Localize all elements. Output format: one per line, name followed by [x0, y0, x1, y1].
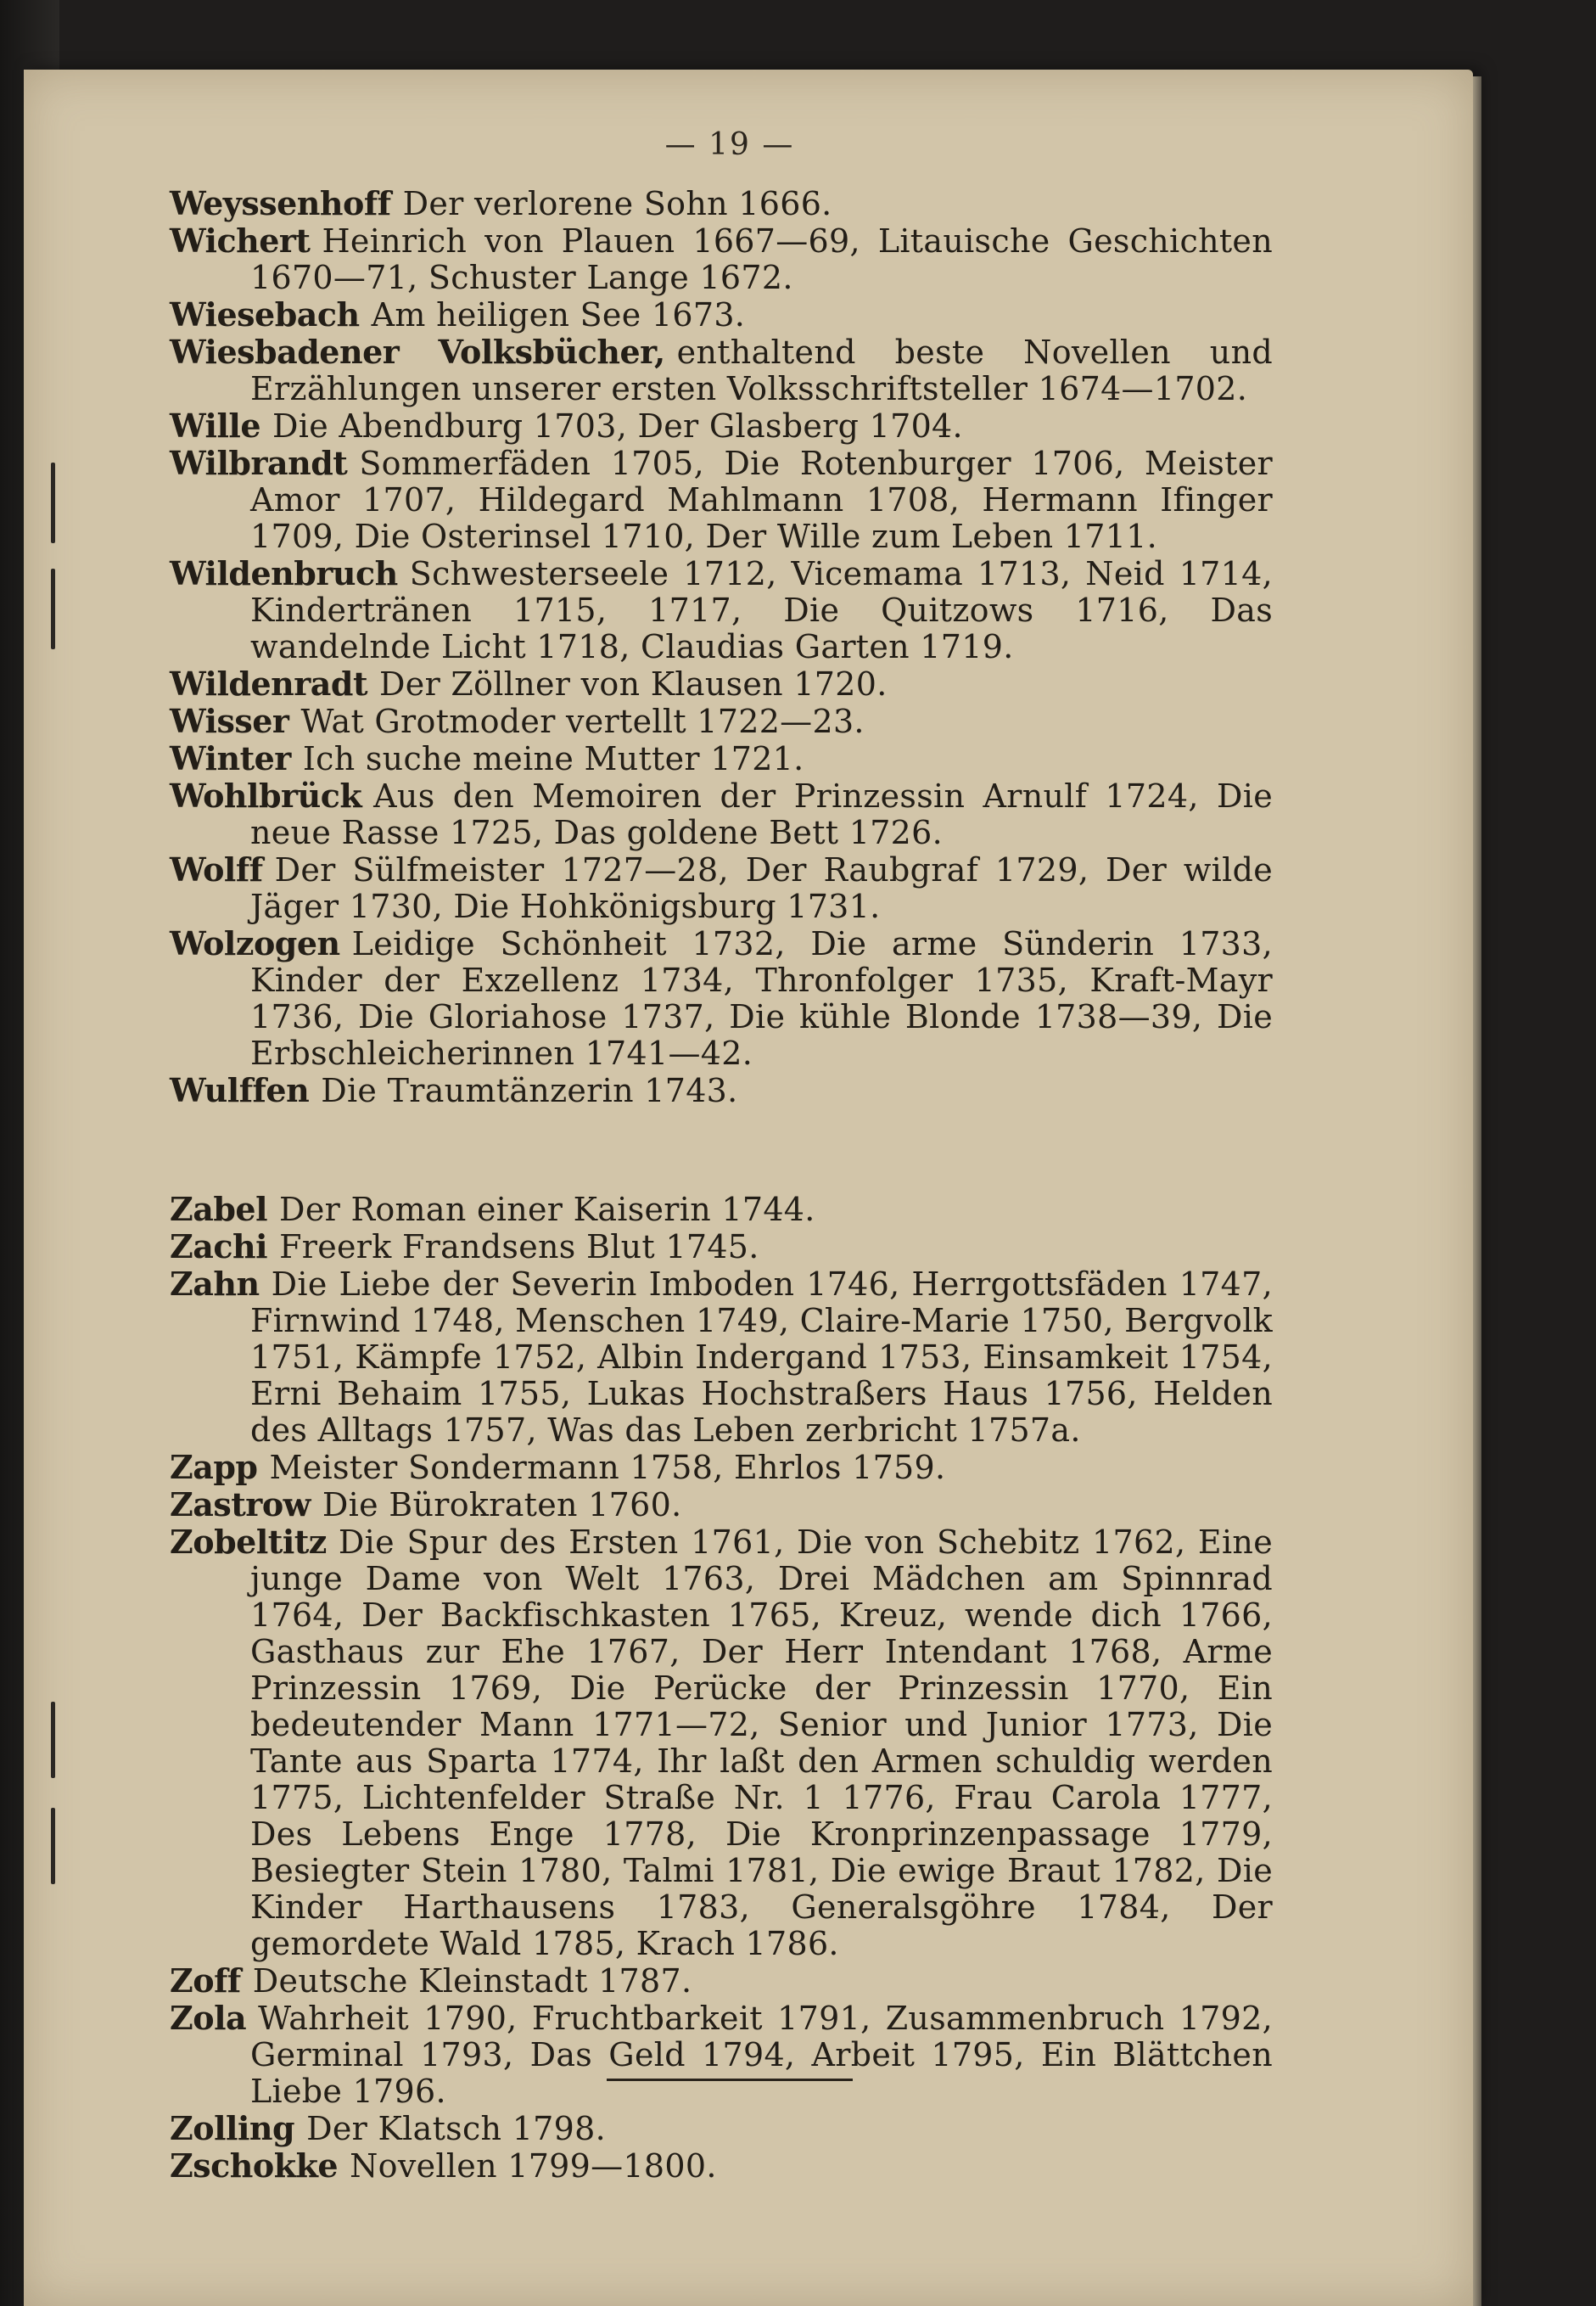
margin-mark: [51, 1808, 55, 1884]
works-list: Der verlorene Sohn 1666.: [402, 185, 832, 222]
works-list: Deutsche Kleinstadt 1787.: [252, 1962, 692, 2000]
works-list: Novellen 1799—1800.: [350, 2147, 717, 2185]
list-item: [170, 1265, 1273, 1449]
list-item: [170, 445, 1273, 555]
works-list: Der Sülfmeister 1727—28, Der Raubgraf 1729, Der wilde Jäger 1730, Die Hohkönigsburg 1731.: [250, 851, 1273, 925]
margin-mark: [51, 569, 55, 649]
works-list: Die Abendburg 1703, Der Glasberg 1704.: [272, 407, 963, 445]
author-name: Wohlbrück: [170, 777, 362, 815]
list-item: [170, 925, 1273, 1072]
author-name: Zola: [170, 1999, 247, 2037]
list-item: [170, 334, 1273, 407]
works-list: Meister Sondermann 1758, Ehrlos 1759.: [269, 1449, 946, 1486]
list-item: [170, 2147, 1273, 2185]
end-rule: [607, 2079, 853, 2081]
margin-mark: [51, 463, 55, 543]
works-list: Ich suche meine Mutter 1721.: [302, 740, 804, 777]
author-name: Wildenbruch: [170, 554, 398, 592]
page-number: — 19 —: [664, 127, 795, 162]
list-item: [170, 2000, 1273, 2110]
list-item: [170, 1449, 1273, 1486]
list-item: [170, 1228, 1273, 1265]
works-list: Der Klatsch 1798.: [306, 2110, 606, 2147]
list-item: [170, 665, 1273, 703]
author-name: Zapp: [170, 1448, 258, 1486]
works-list: Leidige Schönheit 1732, Die arme Sünderin 1733, Kinder der Exzellenz 1734, Thronfolger 1735, Kraft-Mayr 1736, Die Gloriahose 1737, Die kühle Blonde 1738—39, Die Erbschleicherinnen 1741—42.: [250, 925, 1273, 1072]
bibliography-list: [170, 185, 1273, 2185]
works-list: Die Spur des Ersten 1761, Die von Schebitz 1762, Eine junge Dame von Welt 1763, Drei Mädchen am Spinnrad 1764, Der Backfischkasten 1765, Kreuz, wende dich 1766, Gasthaus zur Ehe 1767, Der Herr Intendant 1768, Arme Prinzessin 1769, Die Perücke der Prinzessin 1770, Ein bedeutender Mann 1771—72, Senior und Junior 1773, Die Tante aus Sparta 1774, Ihr laßt den Armen schuldig werden 1775, Lichtenfelder Straße Nr. 1 1776, Frau Carola 1777, Des Lebens Enge 1778, Die Kronprinzenpassage 1779, Besiegter Stein 1780, Talmi 1781, Die ewige Braut 1782, Die Kinder Harthausens 1783, Generalsgöhre 1784, Der gemordete Wald 1785, Krach 1786.: [250, 1523, 1273, 1962]
list-item: [170, 185, 1273, 222]
list-item: [170, 777, 1273, 851]
author-name: Wolff: [170, 850, 263, 889]
works-list: Freerk Frandsens Blut 1745.: [279, 1228, 759, 1265]
works-list: Die Bürokraten 1760.: [322, 1486, 682, 1523]
list-item: [170, 296, 1273, 334]
works-list: Sommerfäden 1705, Die Rotenburger 1706, Meister Amor 1707, Hildegard Mahlmann 1708, Hermann Ifinger 1709, Die Osterinsel 1710, Der Wille zum Leben 1711.: [250, 445, 1273, 555]
author-name: Weyssenhoff: [170, 184, 391, 222]
author-name: Winter: [170, 739, 291, 777]
works-list: Die Liebe der Severin Imboden 1746, Herrgottsfäden 1747, Firnwind 1748, Menschen 1749, Claire-Marie 1750, Bergvolk 1751, Kämpfe 1752, Albin Indergand 1753, Einsamkeit 1754, Erni Behaim 1755, Lukas Hochstraßers Haus 1756, Helden des Alltags 1757, Was das Leben zerbricht 1757a.: [250, 1265, 1273, 1449]
author-name: Zschokke: [170, 2146, 339, 2185]
author-name: Wiesbadener Volksbücher,: [170, 333, 665, 371]
list-item: [170, 222, 1273, 296]
list-item: [170, 2110, 1273, 2147]
works-list: Der Zöllner von Klausen 1720.: [379, 665, 888, 703]
works-list: Heinrich von Plauen 1667—69, Litauische Geschichten 1670—71, Schuster Lange 1672.: [250, 222, 1273, 296]
author-name: Wichert: [170, 222, 311, 260]
list-item: [170, 407, 1273, 445]
entries-section-z: [170, 1191, 1273, 2185]
section-gap: [170, 1109, 1273, 1191]
margin-mark: [51, 1702, 55, 1778]
author-name: Wolzogen: [170, 924, 340, 962]
list-item: [170, 1191, 1273, 1228]
author-name: Zoff: [170, 1961, 241, 2000]
works-list: Die Traumtänzerin 1743.: [321, 1072, 738, 1109]
author-name: Wille: [170, 407, 260, 445]
author-name: Wisser: [170, 702, 289, 740]
author-name: Zolling: [170, 2109, 295, 2147]
list-item: [170, 1523, 1273, 1962]
author-name: Zachi: [170, 1227, 268, 1265]
list-item: [170, 740, 1273, 777]
list-item: [170, 703, 1273, 740]
works-list: Der Roman einer Kaiserin 1744.: [279, 1191, 815, 1228]
author-name: Wildenradt: [170, 665, 368, 703]
author-name: Wilbrandt: [170, 444, 348, 482]
list-item: [170, 1962, 1273, 2000]
works-list: Am heiligen See 1673.: [371, 296, 746, 334]
list-item: [170, 1072, 1273, 1109]
works-list: Wahrheit 1790, Fruchtbarkeit 1791, Zusammenbruch 1792, Germinal 1793, Das Geld 1794, Arbeit 1795, Ein Blättchen Liebe 1796.: [250, 2000, 1273, 2110]
works-list: Schwesterseele 1712, Vicemama 1713, Neid 1714, Kindertränen 1715, 1717, Die Quitzows 1716, Das wandelnde Licht 1718, Claudias Garten 1719.: [250, 555, 1273, 665]
list-item: [170, 1486, 1273, 1523]
author-name: Zastrow: [170, 1485, 311, 1523]
list-item: [170, 851, 1273, 925]
author-name: Zabel: [170, 1190, 268, 1228]
list-item: [170, 555, 1273, 665]
author-name: Wulffen: [170, 1071, 310, 1109]
works-list: enthaltend beste Novellen und Erzählungen unserer ersten Volksschriftsteller 1674—1702.: [250, 334, 1273, 407]
author-name: Zahn: [170, 1265, 260, 1303]
works-list: Aus den Memoiren der Prinzessin Arnulf 1724, Die neue Rasse 1725, Das goldene Bett 1726.: [250, 777, 1273, 851]
page-edge: [1473, 76, 1481, 2306]
author-name: Wiesebach: [170, 295, 360, 334]
author-name: Zobeltitz: [170, 1523, 327, 1561]
works-list: Wat Grotmoder vertellt 1722—23.: [300, 703, 865, 740]
entries-section-w: [170, 185, 1273, 1109]
